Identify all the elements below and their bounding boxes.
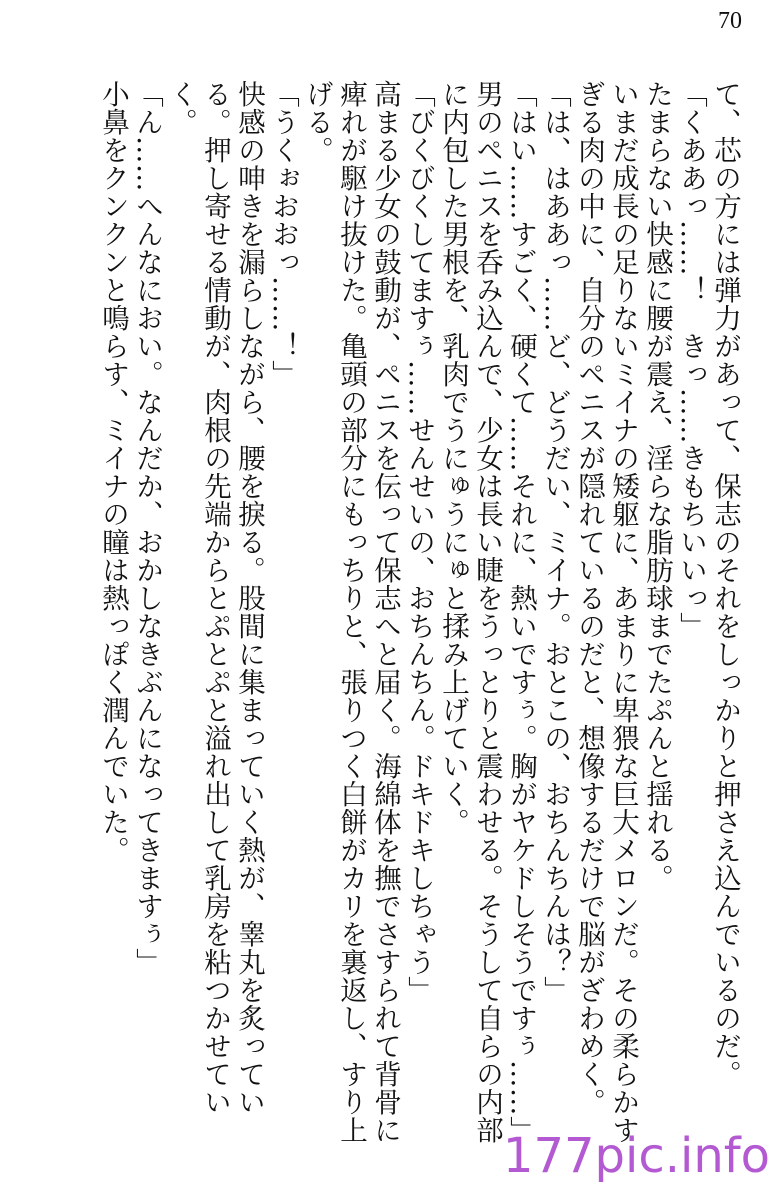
text-line: 男のペニスを呑み込んで、少女は長い睫をうっとりと震わせる。そうして自らの内部に内包した男根を、乳肉でうにゅうにゅと揉み上げていく。: [437, 80, 503, 1144]
text-line: 高まる少女の鼓動が、ペニスを伝って保志へと届く。海綿体を撫でさすられて背骨に痺れが駆け抜けた。亀頭の部分にもっちりと、張りつく白餅がカリを裏返し、すり上げる。: [301, 80, 401, 1144]
text-line: 「くああっ……！ きっ……きもちいいっ」: [675, 80, 707, 640]
watermark-text: 177pic.info: [502, 1128, 770, 1184]
text-line: 「は、はああっ……ど、どうだい、ミイナ。おとこの、おちんちんは？」: [539, 80, 571, 1004]
text-line: 快感の呻きを漏らしながら、腰を捩る。股間に集まっていく熱が、睾丸を炙っている。押し寄せる情動が、肉根の先端からとぷとぷと溢れ出して乳房を粘つかせていく。: [165, 80, 265, 1116]
text-line: いまだ成長の足りないミイナの矮躯に、あまりに卑猥な巨大メロンだ。その柔らかすぎる肉の中に、自分のペニスが隠れているのだと、想像するだけで脳がざわめく。: [573, 80, 639, 1144]
text-line: たまらない快感に腰が震え、淫らな脂肪球までたぷんと揺れる。: [641, 80, 673, 892]
text-line: 「びくびくしてますぅ……せんせいの、おちんちん。ドキドキしちゃう」: [403, 80, 435, 1004]
text-line: て、芯の方には弾力があって、保志のそれをしっかりと押さえ込んでいるのだ。: [709, 80, 741, 1088]
text-line: 「うくぉおおっ……！」: [267, 80, 299, 388]
page-number: 70: [718, 8, 742, 34]
text-line: 「ん……へんなにおい。なんだか、おかしなきぶんになってきますぅ」: [131, 80, 163, 976]
novel-body-text: [52, 80, 742, 1160]
text-line: 小鼻をクンクンと鳴らす、ミイナの瞳は熱っぽく潤んでいた。: [97, 80, 129, 864]
text-line: 「はい……すごく、硬くて……それに、熱いですぅ。胸がヤケドしそうですぅ……」: [505, 80, 537, 1144]
